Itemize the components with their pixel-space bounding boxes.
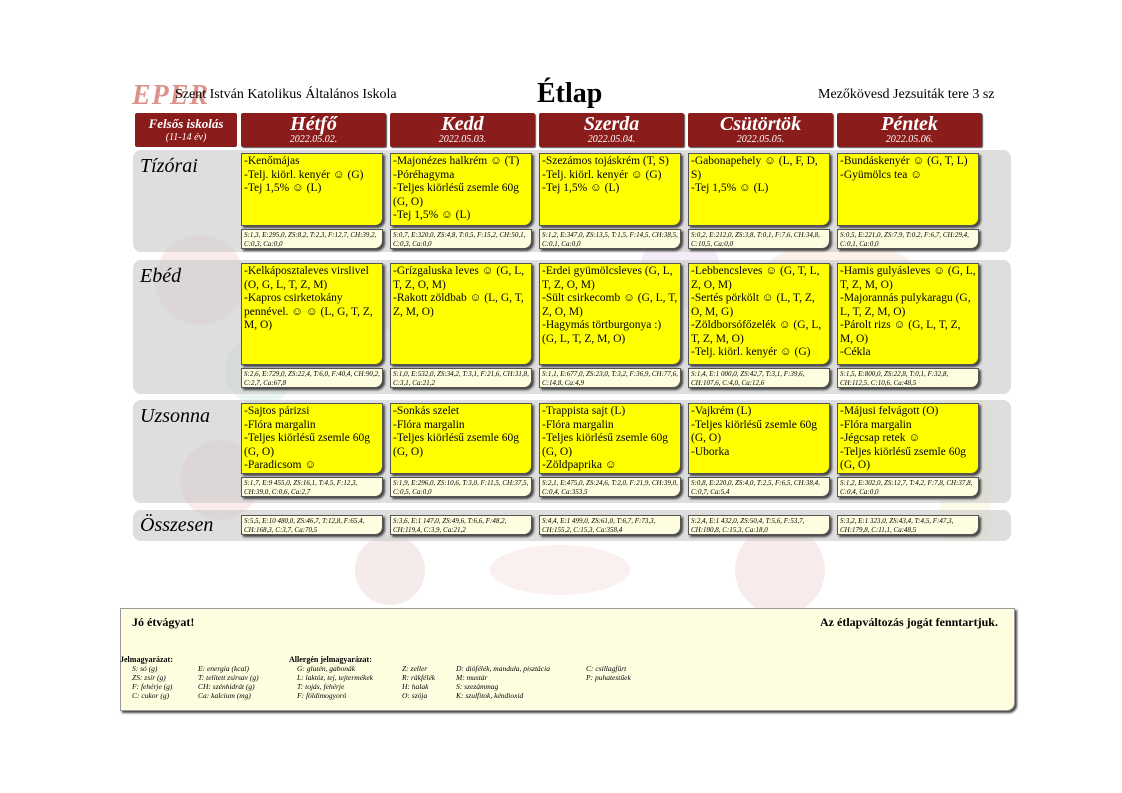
menu-cell [837, 403, 979, 474]
day-name: Csütörtök [719, 113, 802, 135]
menu-item: -Gabonapehely ☺ (L, F, D, S) [691, 155, 818, 181]
day-header-kedd [390, 113, 535, 147]
menu-item: -Sertés pörkölt ☺ (L, T, Z, O, M, G) [691, 292, 815, 318]
menu-item: -Zöldpaprika ☺ [542, 459, 617, 471]
nutrition-info: S:1,2, E:347,0, ZS:13,5, T:1,5, F:14,5, CH:38,5, C:0,1, Ca:0,0 [539, 229, 681, 249]
nutrition-info: S:0,2, E:212,0, ZS:3,8, T:0,1, F:7,6, CH:34,8, C:10,5, Ca:0,0 [688, 229, 830, 249]
row-label-tizorai: Tízórai [140, 155, 198, 177]
menu-item: -Flóra margalin [840, 418, 912, 431]
menu-item: -Tej 1,5% ☺ (L) [542, 182, 620, 194]
rights-notice: Az étlapváltozás jogát fenntartjuk. [820, 615, 998, 629]
nutrition-info: S:0,8, E:220,0, ZS:4,0, T:2,5, F:6,5, CH:38,4, C:0,7, Ca:5,4 [688, 477, 830, 497]
nutrition-info: S:1,2, E:302,0, ZS:12,7, T:4,2, F:7,8, CH:37,8, C:0,4, Ca:0,0 [837, 477, 979, 497]
menu-cell [390, 403, 532, 474]
menu-item: -Telj. kiörl. kenyér ☺ (G) [244, 168, 364, 181]
legend-entry: F: fehérje (g) [132, 682, 173, 691]
daily-total-nutrition: S:4,4, E:1 499,0, ZS:61,0, T:6,7, F:73,3, CH:155,2, C:15,3, Ca:358,4 [539, 515, 681, 535]
legend-entry: L: laktóz, tej, tejtermékek [297, 673, 374, 682]
menu-item: -Erdei gyümölcsleves (G, L, T, Z, O, M) [542, 265, 673, 291]
allergen-legend-title: Allergén jelmagyarázat: [289, 655, 372, 664]
age-group-label: Felsős iskolás [148, 116, 224, 131]
legend-entry: S: szezámmag [456, 682, 499, 691]
menu-item: -Szezámos tojáskrém (T, S) [542, 155, 669, 167]
legend-entry: R: rákfélék [402, 673, 436, 682]
menu-cell [837, 153, 979, 226]
nutrition-info: S:1,5, E:800,0, ZS:22,8, T:0,1, F:32,8, CH:112,5, C:10,6, Ca:48,5 [837, 368, 979, 388]
menu-cell [241, 263, 383, 365]
menu-item: -Kelkáposztaleves virslivel (O, G, L, T, Z, M) [244, 265, 369, 291]
daily-total-nutrition: S:3,2, E:1 323,0, ZS:43,4, T:4,5, F:47,3, CH:179,8, C:11,1, Ca:48,5 [837, 515, 979, 535]
legend-entry: M: mustár [456, 673, 488, 682]
allergen-column-4 [586, 664, 631, 682]
menu-item: -Sült csirkecomb ☺ (G, L, T, Z, O, M) [542, 292, 678, 318]
row-label-ebed: Ebéd [140, 265, 182, 287]
menu-cell [837, 263, 979, 365]
menu-item: -Tej 1,5% ☺ (L) [393, 209, 471, 221]
legend-entry: C: csillagfürt [586, 664, 627, 673]
menu-item: -Trappista sajt (L) [542, 405, 626, 417]
school-address: Mezőkövesd Jezsuiták tere 3 sz [818, 87, 995, 102]
age-group-header [135, 113, 237, 147]
age-group-range: (11-14 év) [165, 132, 207, 143]
menu-item: -Teljes kiörlésű zsemle 60g (G, O) [393, 182, 519, 208]
menu-item: -Grízgaluska leves ☺ (G, L, T, Z, O, M) [393, 265, 525, 291]
menu-item: -Póréhagyma [393, 168, 455, 181]
menu-item: -Telj. kiörl. kenyér ☺ (G) [542, 168, 662, 181]
allergen-column-3 [456, 664, 550, 700]
legend-entry: S: só (g) [132, 664, 158, 673]
menu-item: -Lebbencsleves ☺ (G, T, L, Z, O, M) [691, 265, 820, 291]
legend-entry: F: földimogyoró [297, 691, 347, 700]
menu-item: -Teljes kiörlésű zsemle 60g (G, O) [840, 445, 966, 471]
menu-item: -Hagymás törtburgonya :) (G, L, T, Z, M, O) [542, 319, 662, 345]
day-date: 2022.05.03. [438, 134, 487, 145]
nutrition-info: S:1,7, E:9 455,0, ZS:16,1, T:4,5, F:12,3, CH:39,0, C:0,6, Ca:2,7 [241, 477, 383, 497]
row-label-uzsonna: Uzsonna [140, 405, 211, 427]
nutrition-info: S:0,5, E:221,0, ZS:7,9, T:0,2, F:6,7, CH:29,4, C:0,1, Ca:0,0 [837, 229, 979, 249]
legend-entry: K: szulfitok, kéndioxid [456, 691, 524, 700]
day-name: Hétfő [290, 113, 337, 135]
nutrition-info: S:1,3, E:295,0, ZS:8,2, T:2,3, F:12,7, CH:39,2, C:0,3, Ca:0,0 [241, 229, 383, 249]
menu-item: -Teljes kiörlésű zsemle 60g (G, O) [244, 432, 370, 458]
menu-cell [241, 153, 383, 226]
menu-cell [390, 153, 532, 226]
menu-item: -Teljes kiörlésű zsemle 60g (G, O) [542, 432, 668, 458]
day-header-szerda [539, 113, 684, 147]
nutrition-info: S:1,9, E:296,0, ZS:10,6, T:3,0, F:11,5, CH:37,5, C:0,5, Ca:0,0 [390, 477, 532, 497]
day-date: 2022.05.04. [587, 134, 636, 145]
menu-item: -Majorannás pulykaragu (G, L, T, Z, M, O) [840, 292, 971, 318]
menu-item: -Párolt rizs ☺ (G, L, T, Z, M, O) [840, 319, 961, 345]
nutrition-info: S:1,1, E:677,0, ZS:23,0, T:3,2, F:36,9, CH:77,6, C:14,8, Ca:4,9 [539, 368, 681, 388]
day-date: 2022.05.06. [885, 134, 934, 145]
legend-entry: C: cukor (g) [132, 691, 170, 700]
day-name: Péntek [881, 113, 938, 135]
day-date: 2022.05.05. [736, 134, 785, 145]
menu-item: -Zöldborsófőzelék ☺ (G, L, T, Z, M, O) [691, 319, 822, 345]
menu-cell [241, 403, 383, 474]
legend-entry: P: puhatestűek [586, 673, 631, 682]
legend-entry: ZS: zsír (g) [132, 673, 166, 682]
menu-item: -Cékla [840, 346, 871, 358]
allergen-column-2 [402, 664, 435, 700]
menu-cell [539, 403, 681, 474]
day-name: Szerda [583, 113, 640, 135]
daily-total-nutrition: S:3,6, E:1 147,0, ZS:49,6, T:6,6, F:48,2, CH:119,4, C:3,9, Ca:21,2 [390, 515, 532, 535]
nutrition-info: S:0,7, E:320,0, ZS:4,8, T:0,5, F:15,2, CH:50,1, C:0,3, Ca:0,0 [390, 229, 532, 249]
menu-item: -Telj. kiörl. kenyér ☺ (G) [691, 346, 811, 358]
legend-column-2 [198, 664, 259, 700]
menu-item: -Tej 1,5% ☺ (L) [691, 182, 769, 194]
legend-entry: Z: zeller [402, 664, 428, 673]
day-header-pentek [837, 113, 982, 147]
menu-item: -Kenőmájas [244, 155, 300, 167]
legend-entry: H: halak [402, 682, 429, 691]
menu-item: -Gyümölcs tea ☺ [840, 168, 922, 181]
menu-item: -Flóra margalin [542, 418, 614, 431]
day-header-csutortok [688, 113, 833, 147]
menu-item: -Rakott zöldbab ☺ (L, G, T, Z, M, O) [393, 292, 524, 318]
menu-item: -Tej 1,5% ☺ (L) [244, 182, 322, 194]
legend-title: Jelmagyarázat: [120, 655, 173, 664]
nutrition-info: S:2,1, E:475,0, ZS:24,6, T:2,0, F:21,9, CH:39,0, C:0,4, Ca:353,5 [539, 477, 681, 497]
legend-entry: CH: szénhidrát (g) [198, 682, 255, 691]
menu-item: -Teljes kiörlésű zsemle 60g (G, O) [691, 418, 817, 444]
page-title: Étlap [537, 78, 603, 109]
menu-item: -Jégcsap retek ☺ [840, 432, 921, 444]
menu-item: -Flóra margalin [393, 418, 465, 431]
day-header-hetfo [241, 113, 386, 147]
menu-item: -Sajtos párizsi [244, 405, 310, 417]
daily-total-nutrition: S:5,5, E:10 480,0, ZS:46,7, T:12,8, F:65,4, CH:168,3, C:3,7, Ca:70,5 [241, 515, 383, 535]
row-label-osszesen: Összesen [140, 514, 214, 536]
legend-entry: Ca: kalcium (mg) [198, 691, 251, 700]
menu-item: -Flóra margalin [244, 418, 316, 431]
menu-item: -Hamis gulyásleves ☺ (G, L, T, Z, M, O) [840, 265, 976, 291]
legend-entry: G: glutén, gabonák [297, 664, 356, 673]
menu-item: -Uborka [691, 445, 730, 458]
menu-item: -Majonézes halkrém ☺ (T) [393, 155, 520, 167]
nutrition-info: S:1,4, E:1 000,0, ZS:42,7, T:3,1, F:39,6, CH:107,6, C:4,0, Ca:12,6 [688, 368, 830, 388]
allergen-column-1 [297, 664, 373, 700]
day-name: Kedd [441, 113, 484, 135]
daily-total-nutrition: S:2,4, E:1 432,0, ZS:50,4, T:5,6, F:53,7, CH:180,8, C:15,3, Ca:18,0 [688, 515, 830, 535]
nutrition-info: S:1,0, E:532,0, ZS:34,2, T:3,1, F:21,6, CH:31,8, C:3,1, Ca:21,2 [390, 368, 532, 388]
menu-cell [390, 263, 532, 365]
menu-cell [688, 403, 830, 474]
menu-cell [539, 153, 681, 226]
legend-entry: D: diófélék, mandula, pisztácia [456, 664, 550, 673]
menu-cell [539, 263, 681, 365]
menu-cell [688, 153, 830, 226]
menu-item: -Paradicsom ☺ [244, 459, 317, 471]
legend-column-1 [132, 664, 172, 700]
nutrition-info: S:2,6, E:729,0, ZS:22,4, T:6,0, F:40,4, CH:90,2, C:2,7, Ca:67,8 [241, 368, 383, 388]
menu-item: -Sonkás szelet [393, 405, 460, 417]
menu-item: -Kapros csirketokány pennével. ☺ ☺ (L, G, T, Z, M, O) [244, 292, 373, 331]
greeting-text: Jó étvágyat! [132, 615, 195, 629]
legend-entry: T: telített zsírsav (g) [198, 673, 259, 682]
school-name: Szent István Katolikus Általános Iskola [175, 87, 397, 102]
day-date: 2022.05.02. [289, 134, 338, 145]
legend-entry: T: tojás, fehérje [297, 682, 345, 691]
menu-cell [688, 263, 830, 365]
menu-item: -Májusi felvágott (O) [840, 405, 939, 417]
legend-entry: O: szója [402, 691, 428, 700]
legend-entry: E: energia (kcal) [198, 664, 249, 673]
menu-item: -Bundáskenyér ☺ (G, T, L) [840, 155, 968, 167]
menu-item: -Vajkrém (L) [691, 405, 752, 417]
menu-item: -Teljes kiörlésű zsemle 60g (G, O) [393, 432, 519, 458]
school-logo: EPER [132, 80, 210, 111]
